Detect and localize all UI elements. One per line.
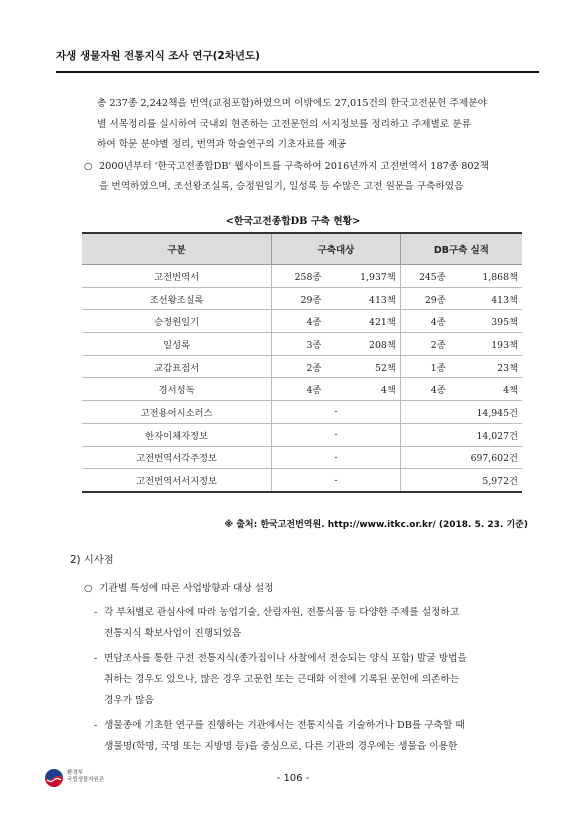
- header-result: DB구축 실적: [400, 233, 522, 265]
- result-volumes: 4책: [450, 378, 522, 401]
- target-kinds: 3종: [272, 333, 326, 356]
- result-value: 14,027건: [400, 423, 522, 446]
- dash-continuation: 생물명(학명, 국명 또는 지방명 등)을 중심으로, 다른 기관의 경우에는 생물을 이용한: [104, 741, 458, 752]
- target-kinds: 4종: [272, 310, 326, 333]
- table-title: <한국고전종합DB 구축 현황>: [225, 216, 361, 227]
- result-volumes: 193책: [450, 333, 522, 356]
- row-name: 경서성독: [82, 378, 272, 401]
- result-value: 5,972건: [400, 469, 522, 492]
- dash-text: 각 부처별로 관심사에 따라 농업기술, 산림자원, 전통식품 등 다양한 주제를 설정하고: [104, 607, 460, 618]
- org-institute: 국립생물자원관: [67, 777, 105, 783]
- header-divider: [56, 71, 539, 73]
- row-name: 한자이체자정보: [82, 423, 272, 446]
- target-value: -: [272, 469, 401, 492]
- table-row: [82, 355, 522, 378]
- table-row: [82, 469, 522, 492]
- bullet-continuation: 을 번역하였으며, 조선왕조실록, 승정원일기, 일성록 등 수많은 고전 원문을 구축하였음: [99, 181, 464, 192]
- target-kinds: 29종: [272, 287, 326, 310]
- result-kinds: 2종: [400, 333, 449, 356]
- result-volumes: 1,868책: [450, 265, 522, 288]
- dash-continuation: 취하는 경우도 있으나, 많은 경우 고문헌 또는 근대화 이전에 기록된 문헌에 의존하는: [104, 674, 460, 685]
- table-row: [82, 423, 522, 446]
- row-name: 조선왕조실록: [82, 287, 272, 310]
- header-target: 구축대상: [272, 233, 401, 265]
- target-volumes: 52책: [325, 355, 400, 378]
- dash-marker: -: [94, 607, 98, 618]
- db-status-table: [82, 232, 522, 493]
- header-category: 구분: [82, 233, 272, 265]
- org-ministry: 환경부: [67, 770, 83, 776]
- dash-marker: -: [94, 653, 98, 664]
- row-name: 교감표점서: [82, 355, 272, 378]
- result-kinds: 29종: [400, 287, 449, 310]
- running-header: 자생 생물자원 전통지식 조사 연구(2차년도): [56, 50, 260, 62]
- table-row: [82, 446, 522, 469]
- sub-bullet: [84, 580, 273, 594]
- target-volumes: 208책: [325, 333, 400, 356]
- target-volumes: 4책: [325, 378, 400, 401]
- table-row: [82, 310, 522, 333]
- bullet-text: 2000년부터 '한국고전종합DB' 웹사이트를 구축하여 2016년까지 고전번역서 187종 802책: [99, 161, 490, 172]
- row-name: 승정원일기: [82, 310, 272, 333]
- dash-list-item: [94, 649, 467, 670]
- target-value: -: [272, 401, 401, 424]
- target-volumes: 421책: [325, 310, 400, 333]
- result-volumes: 395책: [450, 310, 522, 333]
- target-value: -: [272, 423, 401, 446]
- table-row: [82, 378, 522, 401]
- table-row: [82, 265, 522, 288]
- table-row: [82, 333, 522, 356]
- row-name: 고전번역서서지정보: [82, 469, 272, 492]
- dash-marker: -: [94, 720, 98, 731]
- intro-paragraph: [97, 94, 542, 156]
- result-kinds: 4종: [400, 310, 449, 333]
- row-name: 일성록: [82, 333, 272, 356]
- table-row: [82, 401, 522, 424]
- result-value: 697,602건: [400, 446, 522, 469]
- circle-bullet-icon: ○: [84, 583, 93, 594]
- intro-line: 총 237종 2,242책을 번역(교점포함)하였으며 이밖에도 27,015건의 한국고전문헌 주제분야: [97, 98, 487, 109]
- dash-continuation: 경우가 많음: [104, 695, 154, 706]
- result-kinds: 245종: [400, 265, 449, 288]
- table-source-note: ※ 출처: 한국고전번역원. http://www.itkc.or.kr/ (2018. 5. 23. 기준): [224, 520, 528, 530]
- target-kinds: 258종: [272, 265, 326, 288]
- circle-bullet-icon: ○: [84, 161, 93, 172]
- dash-text: 생물종에 기초한 연구를 진행하는 기관에서는 전통지식을 기술하거나 DB를 구축할 때: [104, 720, 465, 731]
- result-kinds: 4종: [400, 378, 449, 401]
- dash-list-item: [94, 716, 465, 737]
- page-number: - 106 -: [276, 773, 310, 784]
- table-header-row: [82, 233, 522, 265]
- target-volumes: 413책: [325, 287, 400, 310]
- section-heading: 2) 시사점: [70, 554, 114, 566]
- target-kinds: 2종: [272, 355, 326, 378]
- target-kinds: 4종: [272, 378, 326, 401]
- dash-continuation: 전통지식 확보사업이 진행되었음: [104, 628, 242, 639]
- dash-text: 면담조사를 통한 구전 전통지식(종가집이나 사찰에서 전승되는 양식 포함) 발굴 방법을: [104, 653, 467, 664]
- intro-line: 하여 학문 분야별 정리, 번역과 학술연구의 기초자료를 제공: [97, 139, 347, 150]
- sub-bullet-text: 기관별 특성에 따른 사업방향과 대상 설정: [99, 583, 274, 594]
- target-value: -: [272, 446, 401, 469]
- bullet-item: [84, 157, 489, 178]
- row-name: 고전번역서: [82, 265, 272, 288]
- row-name: 고전번역서각주정보: [82, 446, 272, 469]
- result-kinds: 1종: [400, 355, 449, 378]
- result-value: 14,945건: [400, 401, 522, 424]
- target-volumes: 1,937책: [325, 265, 400, 288]
- intro-line: 별 서목정리를 실시하여 국내외 현존하는 고전문헌의 서지정보를 정리하고 주제별로 분류: [97, 118, 471, 130]
- row-name: 고전용어시소러스: [82, 401, 272, 424]
- table-row: [82, 287, 522, 310]
- dash-list-item: [94, 603, 459, 624]
- result-volumes: 413책: [450, 287, 522, 310]
- result-volumes: 23책: [450, 355, 522, 378]
